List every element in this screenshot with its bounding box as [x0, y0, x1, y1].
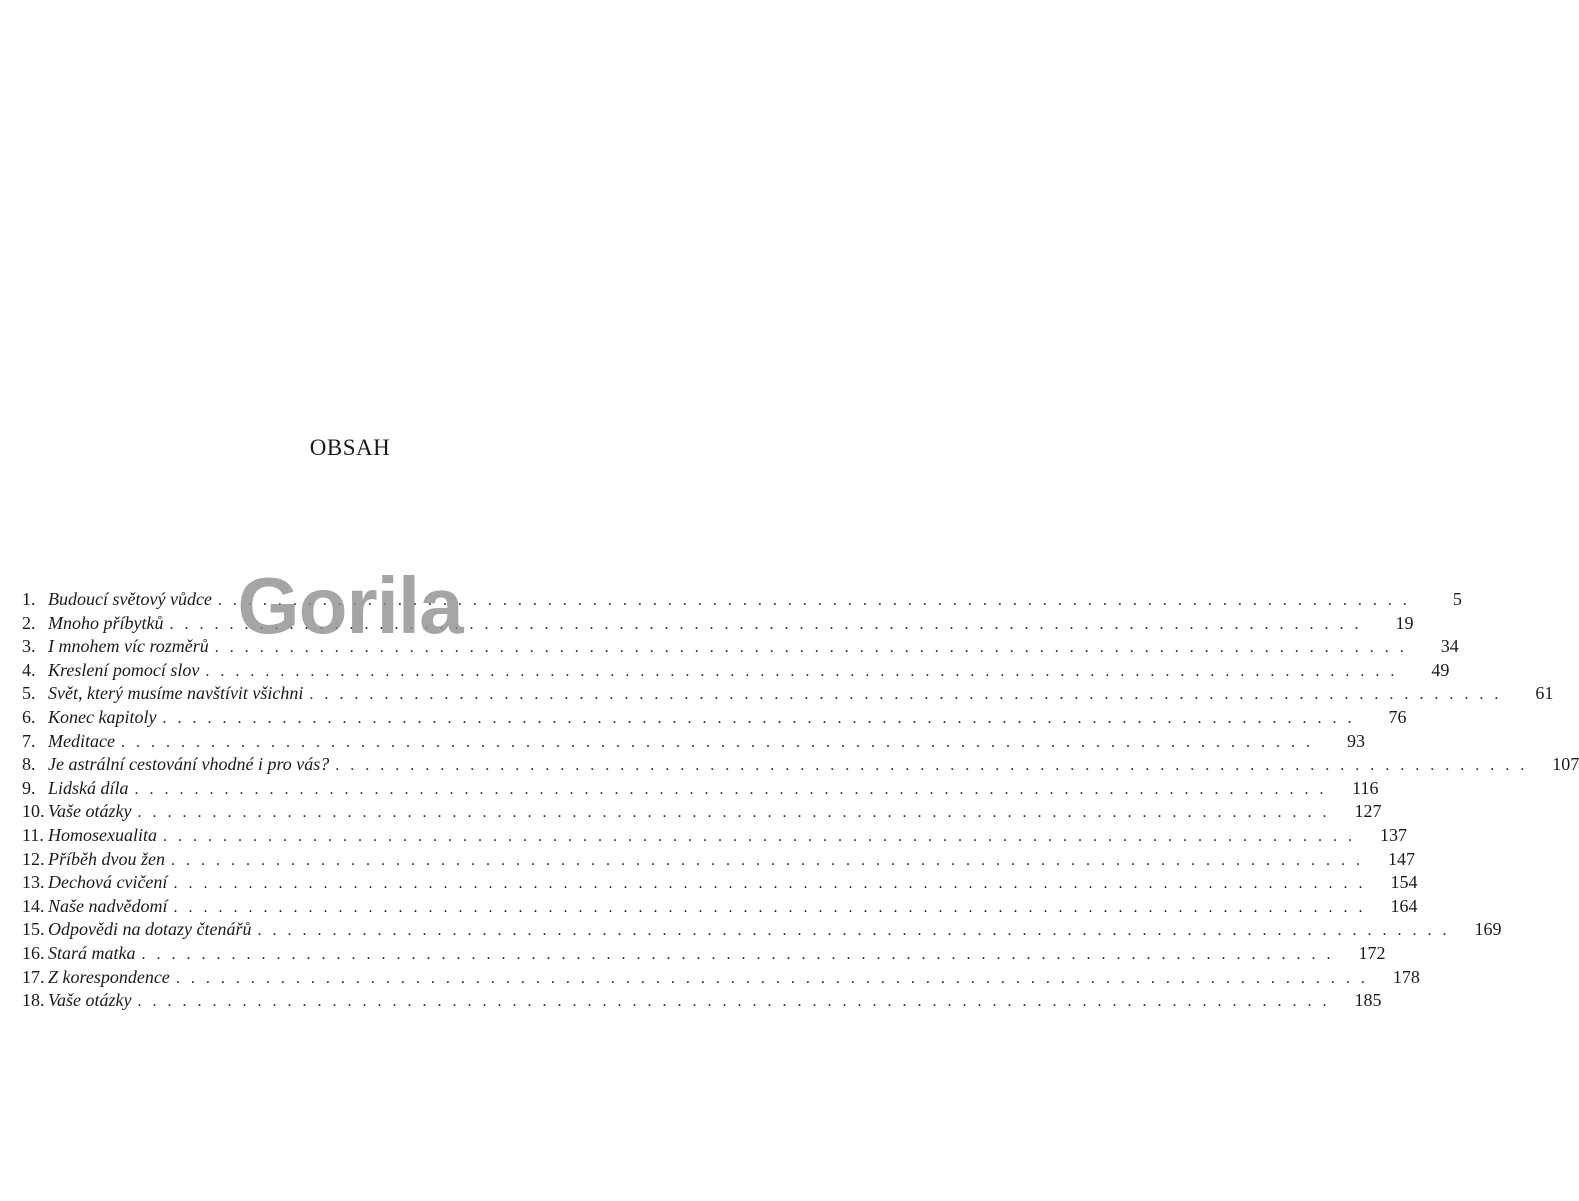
toc-entry-page: 107 — [1552, 754, 1579, 775]
toc-entry — [22, 990, 1382, 1014]
toc-entry-title: Lidská díla — [48, 777, 129, 798]
toc-entry-page: 185 — [1354, 990, 1382, 1011]
toc-entry-number: 5. — [22, 683, 36, 704]
toc-dot-leader: ................................................................................ — [257, 922, 1458, 940]
toc-dot-leader: ................................................................................ — [170, 851, 1371, 869]
toc-dot-leader: ................................................................................ — [205, 662, 1406, 680]
toc-dot-leader: ................................................................................ — [162, 827, 1363, 845]
toc-entry-page: 61 — [1535, 683, 1554, 704]
toc-dot-leader: ................................................................................ — [309, 686, 1510, 704]
toc-dot-leader: ................................................................................ — [173, 898, 1374, 916]
toc-entry-number: 3. — [22, 636, 36, 657]
toc-entry — [22, 683, 1554, 707]
toc-entry — [22, 730, 1365, 755]
toc-entry-title: Meditace — [48, 730, 115, 751]
toc-entry-number: 17. — [22, 966, 45, 987]
toc-entry — [22, 754, 1579, 778]
toc-entry — [22, 872, 1418, 896]
toc-entry-number: 2. — [22, 612, 36, 633]
toc-entry-title: Stará matka — [48, 942, 136, 963]
toc-entry-title: Dechová cvičení — [48, 872, 168, 893]
toc-entry-number: 9. — [22, 777, 36, 798]
toc-entry-title: Vaše otázky — [48, 990, 132, 1011]
toc-entry-title: Kreslení pomocí slov — [48, 659, 200, 680]
toc-entry-number: 11. — [22, 824, 44, 845]
toc-entry-page: 5 — [1452, 589, 1462, 609]
toc-entry-number: 13. — [22, 872, 45, 893]
toc-entry-title: Svět, který musíme navštívit všichni — [48, 683, 304, 704]
toc-entry-page: 154 — [1390, 872, 1418, 893]
toc-entry — [22, 824, 1407, 849]
toc-dot-leader: ................................................................................ — [137, 993, 1338, 1011]
toc-entry-page: 137 — [1379, 824, 1407, 845]
toc-entry-page: 93 — [1346, 730, 1365, 751]
toc-entry — [22, 706, 1407, 731]
toc-dot-leader: ................................................................................ — [217, 592, 1418, 609]
toc-entry-title: Mnoho příbytků — [48, 612, 164, 633]
toc-entry-number: 6. — [22, 706, 36, 727]
toc-entry-number: 4. — [22, 659, 36, 680]
toc-dot-leader: ................................................................................ — [173, 875, 1374, 893]
toc-entry — [22, 612, 1414, 637]
toc-entry-title: Konec kapitoly — [48, 706, 157, 727]
toc-entry-page: 169 — [1474, 919, 1502, 940]
toc-entry — [22, 919, 1502, 943]
toc-entry-number: 16. — [22, 942, 45, 963]
page-title: OBSAH — [309, 435, 391, 461]
toc-dot-leader: ................................................................................ — [175, 969, 1376, 987]
toc-entry-page: 172 — [1358, 942, 1386, 963]
watermark-logo: Gorila — [237, 561, 463, 650]
toc-entry — [22, 895, 1418, 920]
toc-entry-number: 8. — [22, 754, 36, 775]
toc-entry-title: Budoucí světový vůdce — [48, 589, 212, 609]
toc-entry-title: Odpovědi na dotazy čtenářů — [48, 919, 252, 940]
toc-dot-leader: ................................................................................ — [335, 757, 1536, 775]
toc-entry-title: I mnohem víc rozměrů — [48, 636, 209, 657]
toc-entry-title: Homosexualita — [48, 824, 157, 845]
toc-entry-page: 147 — [1387, 848, 1415, 869]
toc-entry-title: Vaše otázky — [48, 801, 132, 822]
toc-entry-title: Naše nadvědomí — [48, 895, 168, 916]
toc-entry — [22, 659, 1450, 684]
table-of-contents — [22, 589, 1579, 1014]
toc-entry-number: 7. — [22, 730, 36, 751]
toc-dot-leader: ................................................................................ — [141, 945, 1342, 963]
toc-entry — [22, 589, 1462, 613]
toc-entry — [22, 848, 1415, 873]
toc-entry — [22, 942, 1386, 967]
toc-dot-leader: ................................................................................ — [162, 709, 1363, 727]
toc-entry — [22, 777, 1379, 802]
toc-entry-page: 49 — [1431, 659, 1450, 680]
toc-entry-page: 127 — [1354, 801, 1382, 822]
toc-dot-leader: ................................................................................ — [214, 639, 1415, 657]
toc-entry-title: Je astrální cestování vhodné i pro vás? — [48, 754, 330, 775]
toc-entry-title: Z korespondence — [48, 966, 170, 987]
toc-entry-page: 34 — [1440, 636, 1459, 657]
toc-entry — [22, 636, 1459, 660]
toc-entry-number: 15. — [22, 919, 45, 940]
toc-entry-number: 10. — [22, 801, 45, 822]
toc-entry-page: 116 — [1352, 777, 1379, 798]
toc-dot-leader: ................................................................................ — [137, 804, 1338, 822]
toc-entry-page: 19 — [1395, 612, 1414, 633]
toc-entry-number: 18. — [22, 990, 45, 1011]
toc-entry-title: Příběh dvou žen — [48, 848, 165, 869]
toc-dot-leader: ................................................................................ — [120, 733, 1321, 751]
toc-entry-number: 14. — [22, 895, 45, 916]
toc-dot-leader: ................................................................................ — [134, 780, 1335, 798]
toc-entry-number: 1. — [22, 589, 36, 609]
toc-entry-page: 76 — [1388, 706, 1407, 727]
toc-entry — [22, 966, 1420, 991]
toc-entry-page: 178 — [1392, 966, 1420, 987]
toc-entry-page: 164 — [1390, 895, 1418, 916]
toc-entry-number: 12. — [22, 848, 45, 869]
toc-entry — [22, 801, 1382, 825]
toc-dot-leader: ................................................................................ — [169, 615, 1370, 633]
